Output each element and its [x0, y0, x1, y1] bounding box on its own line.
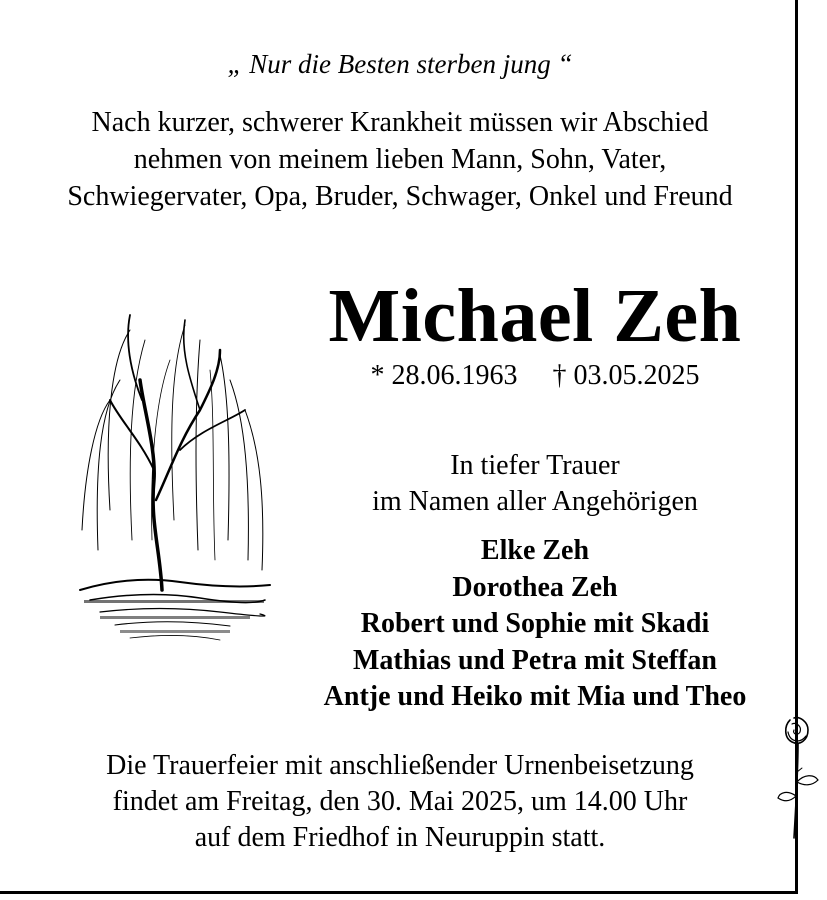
weeping-willow-icon — [70, 300, 280, 660]
mourning-line: im Namen aller Angehörigen — [372, 486, 698, 517]
service-line: findet am Freitag, den 30. Mai 2025, um 14.00 Uhr — [112, 786, 688, 817]
service-info — [0, 748, 800, 856]
death-date: † 03.05.2025 — [552, 360, 700, 391]
intro-line: Schwiegervater, Opa, Bruder, Schwager, Onkel und Freund — [67, 181, 733, 212]
deceased-name: Michael Zeh — [328, 274, 742, 358]
birth-date: * 28.06.1963 — [370, 360, 518, 391]
rose-icon — [776, 712, 820, 842]
intro-line: nehmen von meinem lieben Mann, Sohn, Vater, — [133, 144, 667, 175]
quote: „ Nur die Besten sterben jung “ — [227, 49, 573, 79]
intro-text — [0, 104, 800, 215]
family-member: Elke Zeh — [480, 535, 590, 566]
life-dates — [300, 358, 770, 394]
family-list — [290, 533, 780, 716]
service-line: Die Trauerfeier mit anschließender Urnenbeisetzung — [106, 750, 694, 781]
intro-line: Nach kurzer, schwerer Krankheit müssen wir Abschied — [91, 107, 709, 138]
family-member: Antje und Heiko mit Mia und Theo — [323, 681, 747, 712]
family-member: Mathias und Petra mit Steffan — [353, 644, 717, 676]
mourning-line: In tiefer Trauer — [450, 450, 620, 481]
family-member: Robert und Sophie mit Skadi — [360, 608, 710, 639]
service-line: auf dem Friedhof in Neuruppin statt. — [194, 822, 606, 853]
mourning-text — [300, 448, 770, 520]
family-member: Dorothea Zeh — [452, 571, 618, 603]
